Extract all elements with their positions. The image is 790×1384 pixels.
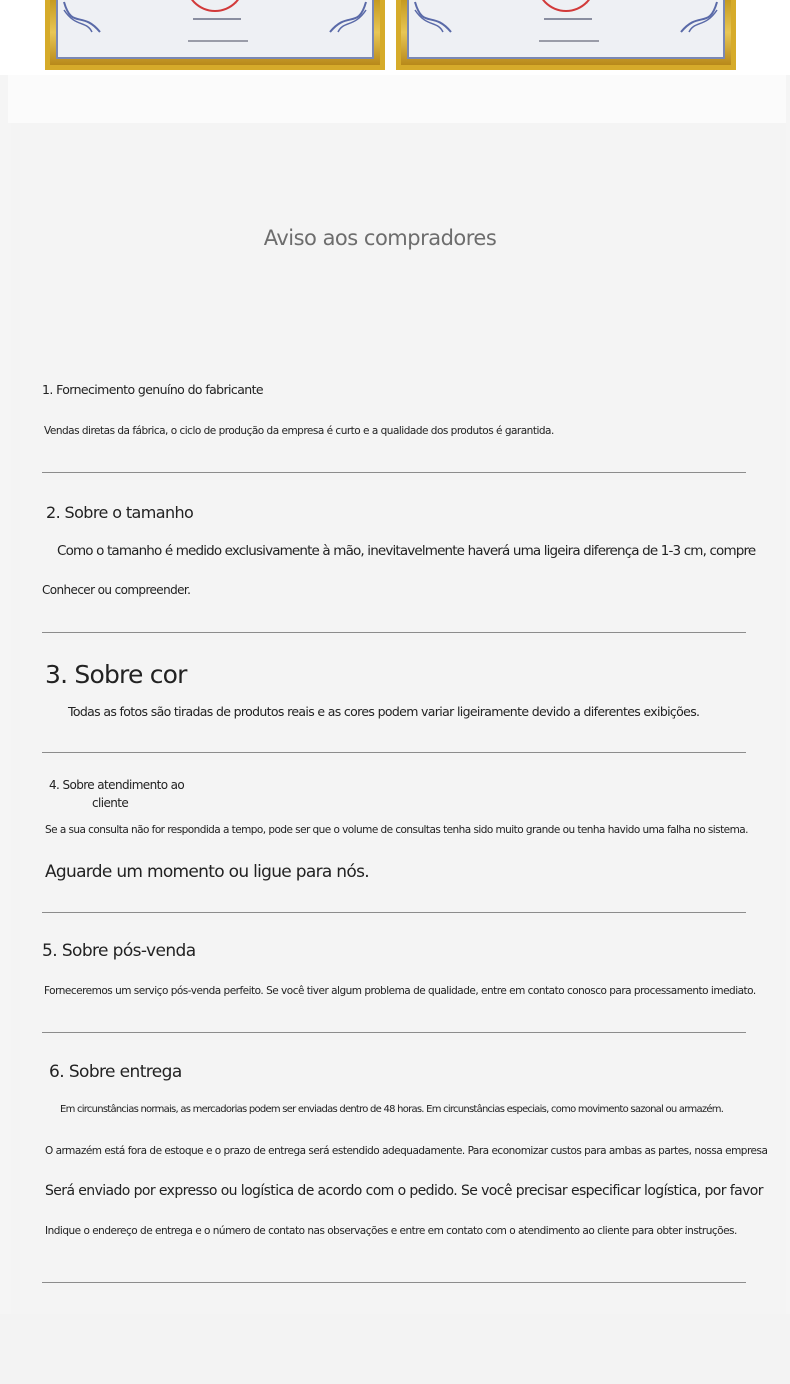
section-4-heading-2: cliente <box>92 796 129 810</box>
section-6-text-3: Será enviado por expresso ou logística de acordo com o pedido. Se você precisar especificar logística, por favor <box>45 1183 763 1199</box>
section-6-text: Em circunstâncias normais, as mercadorias podem ser enviadas dentro de 48 horas. Em circunstâncias especiais, como movimento sazonal ou armazém. <box>60 1104 724 1115</box>
certificate-image-right <box>396 0 736 70</box>
section-5-heading: 5. Sobre pós-venda <box>42 941 196 961</box>
section-1-heading: 1. Fornecimento genuíno do fabricante <box>42 382 263 397</box>
section-2-heading: 2. Sobre o tamanho <box>46 503 194 522</box>
divider <box>42 912 746 913</box>
divider <box>42 752 746 753</box>
divider <box>42 632 746 633</box>
section-1-text: Vendas diretas da fábrica, o ciclo de produção da empresa é curto e a qualidade dos produtos é garantida. <box>44 425 554 437</box>
section-4-heading: 4. Sobre atendimento ao <box>49 778 185 792</box>
section-4-text: Se a sua consulta não for respondida a tempo, pode ser que o volume de consultas tenha sido muito grande ou tenha havido uma falha no sistema. <box>45 824 748 836</box>
seal-icon <box>536 0 596 12</box>
section-3-heading: 3. Sobre cor <box>45 660 187 689</box>
ornament-icon <box>328 0 368 34</box>
divider <box>42 472 746 473</box>
notice-title: Aviso aos compradores <box>263 226 497 250</box>
ornament-icon <box>679 0 719 34</box>
certificate-image-left <box>45 0 385 70</box>
section-2-text-2: Conhecer ou compreender. <box>42 583 191 597</box>
divider <box>42 1282 746 1283</box>
section-6-text-4: Indique o endereço de entrega e o número de contato nas observações e entre em contato com o atendimento ao cliente para obter instruções. <box>45 1225 737 1237</box>
page-footer-area <box>0 1314 790 1384</box>
ornament-icon <box>413 0 453 34</box>
section-6-text-2: O armazém está fora de estoque e o prazo de entrega será estendido adequadamente. Para economizar custos para ambas as partes, nossa empresa <box>45 1145 768 1157</box>
strip-fade <box>8 75 786 123</box>
section-4-text-2: Aguarde um momento ou ligue para nós. <box>45 862 369 882</box>
divider <box>42 1032 746 1033</box>
section-2-text: Como o tamanho é medido exclusivamente à mão, inevitavelmente haverá uma ligeira diferença de 1-3 cm, compre <box>57 543 756 559</box>
section-3-text: Todas as fotos são tiradas de produtos reais e as cores podem variar ligeiramente devido a diferentes exibições. <box>68 704 700 719</box>
seal-icon <box>185 0 245 12</box>
ornament-icon <box>62 0 102 34</box>
section-6-heading: 6. Sobre entrega <box>49 1062 182 1082</box>
section-5-text: Forneceremos um serviço pós-venda perfeito. Se você tiver algum problema de qualidade, entre em contato conosco para processamento imediato. <box>44 985 756 997</box>
